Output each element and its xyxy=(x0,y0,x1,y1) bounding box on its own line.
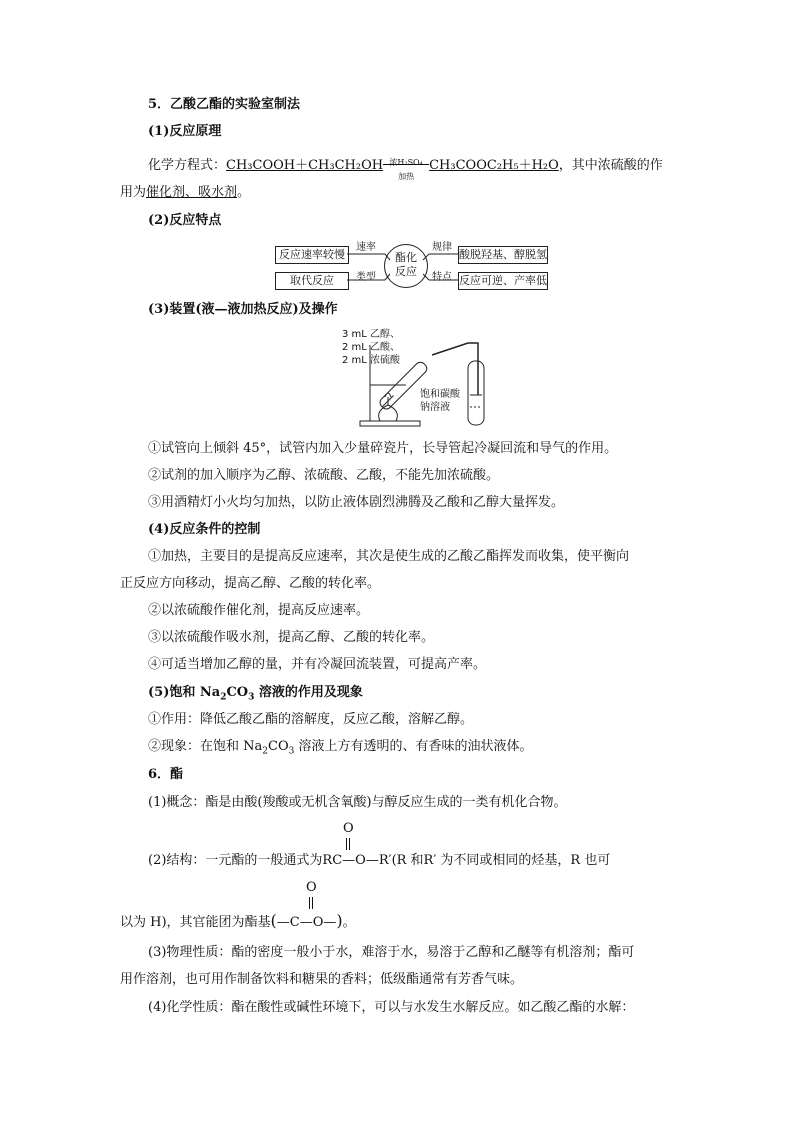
effect-1: ①作用：降低乙酸乙酯的溶解度，反应乙酸，溶解乙醇。 xyxy=(148,712,474,727)
box-feature: 反应可逆、产率低 xyxy=(458,272,548,290)
condition-bottom: 加热 xyxy=(398,171,415,181)
label-type: 类型 xyxy=(356,272,376,283)
role-suffix: 。 xyxy=(237,185,251,200)
reagent-2: 2 mL 乙酸、 xyxy=(342,342,401,353)
condition-1a: ①加热，主要目的是提高反应速率，其次是使生成的乙酸乙酯挥发而收集，使平衡向 xyxy=(148,549,630,564)
role-answer: 催化剂、吸水剂 xyxy=(146,185,238,200)
operation-2: ②试剂的加入顺序为乙醇、浓硫酸、乙酸，不能先加浓硫酸。 xyxy=(148,468,500,483)
box-rule: 酸脱羟基、醇脱氢 xyxy=(458,246,548,264)
s5-title-a: (5)饱和 Na xyxy=(148,685,221,700)
box-type: 取代反应 xyxy=(275,272,349,290)
section-5-heading: 5．乙酸乙酯的实验室制法 xyxy=(148,97,301,112)
effect-2: ②现象：在饱和 $Na_2CO_3$ 溶液上方有透明的、有香味的油状液体。 xyxy=(148,739,533,757)
structure-line xyxy=(148,852,610,870)
structure-text-a: (2)结构：一元酯的一般通式为 xyxy=(148,853,323,868)
double-bond-1b xyxy=(349,838,351,850)
effect-2a: ②现象：在饱和 Na xyxy=(148,739,263,754)
equation-prefix: 化学方程式： xyxy=(148,158,227,173)
equation-right: CH₃COOC₂H₅＋H₂O xyxy=(429,158,559,173)
double-bond-2a xyxy=(309,897,311,909)
condition-1b: 正反应方向移动，提高乙醇、乙酸的转化率。 xyxy=(120,576,381,591)
condition-top: 浓H₂SO₄ xyxy=(389,157,423,167)
apparatus-drawing xyxy=(340,335,500,430)
effect-2c: 溶液上方有透明的、有香味的油状液体。 xyxy=(294,739,533,754)
ester-group: —C—O— xyxy=(276,915,337,930)
functional-group-line: 以为 H)，其官能团为酯基(—C—O—)。 xyxy=(120,911,356,930)
physical-a: (3)物理性质：酯的密度一般小于水，难溶于水，易溶于乙醇和乙醚等有机溶剂；酯可 xyxy=(148,945,635,960)
s5-title-b: CO xyxy=(226,685,249,700)
diagram-lines xyxy=(345,248,460,288)
role-line xyxy=(120,184,250,202)
double-bond-2b xyxy=(312,897,314,909)
subsection-2-title: (2)反应特点 xyxy=(148,213,222,228)
center-bottom: 反应 xyxy=(395,265,417,278)
label-rule: 规律 xyxy=(432,242,452,253)
equation-suffix: ，其中浓硫酸的作 xyxy=(558,158,663,173)
role-prefix: 用为 xyxy=(120,185,147,200)
condition-3: ③以浓硫酸作吸水剂，提高乙醇、乙酸的转化率。 xyxy=(148,630,435,645)
center-top: 酯化 xyxy=(395,251,417,264)
chemical-properties: (4)化学性质：酯在酸性或碱性环境下，可以与水发生水解反应。如乙酸乙酯的水解： xyxy=(148,1000,635,1015)
structure-text-d: 。 xyxy=(342,915,356,930)
condition-4: ④可适当增加乙醇的量，并有冷凝回流装置，可提高产率。 xyxy=(148,657,487,672)
structure-text-b: (R 和R′ 为不同或相同的烃基，R 也可 xyxy=(391,853,611,868)
label-rate: 速率 xyxy=(356,242,376,253)
structure-text-c: 以为 H)，其官能团为酯基 xyxy=(120,915,271,930)
operation-1: ①试管向上倾斜 45°，试管内加入少量碎瓷片，长导管起冷凝回流和导气的作用。 xyxy=(148,441,618,456)
label-feature: 特点 xyxy=(432,272,452,283)
equation-left: CH₃COOH＋CH₃CH₂OH xyxy=(226,158,384,173)
subsection-1-title: (1)反应原理 xyxy=(148,124,222,139)
effect-2b: CO xyxy=(268,739,289,754)
ester-concept: (1)概念：酯是由酸(羧酸或无机含氧酸)与醇反应生成的一类有机化合物。 xyxy=(148,795,567,810)
carbonyl-o-2: O xyxy=(306,880,317,895)
double-bond-1a xyxy=(346,838,348,850)
operation-3: ③用酒精灯小火均匀加热，以防止液体剧烈沸腾及乙酸和乙醇大量挥发。 xyxy=(148,495,565,510)
equation-line xyxy=(148,157,663,181)
reagent-1: 3 mL 乙醇、 xyxy=(342,329,401,340)
reagent-3: 2 mL 浓硫酸 xyxy=(342,355,401,366)
general-formula: RC—O—R′ xyxy=(322,853,392,868)
box-rate: 反应速率较慢 xyxy=(275,246,349,264)
s5-title-c: 溶液的作用及现象 xyxy=(254,685,363,700)
physical-b: 用作溶剂，也可用作制备饮料和糖果的香料；低级酯通常有芳香气味。 xyxy=(120,972,524,987)
subsection-5-title: (5)饱和 $Na_2CO_3$ 溶液的作用及现象 xyxy=(148,685,363,703)
subsection-3-title: (3)装置(液—液加热反应)及操作 xyxy=(148,302,338,317)
carbonyl-o-1: O xyxy=(343,821,354,836)
section-6-heading: 6．酯 xyxy=(148,767,184,782)
condition-2: ②以浓硫酸作催化剂，提高反应速率。 xyxy=(148,603,370,618)
receiver-1: 饱和碳酸 xyxy=(420,389,460,400)
receiver-2: 钠溶液 xyxy=(420,402,450,413)
subsection-4-title: (4)反应条件的控制 xyxy=(148,522,261,537)
